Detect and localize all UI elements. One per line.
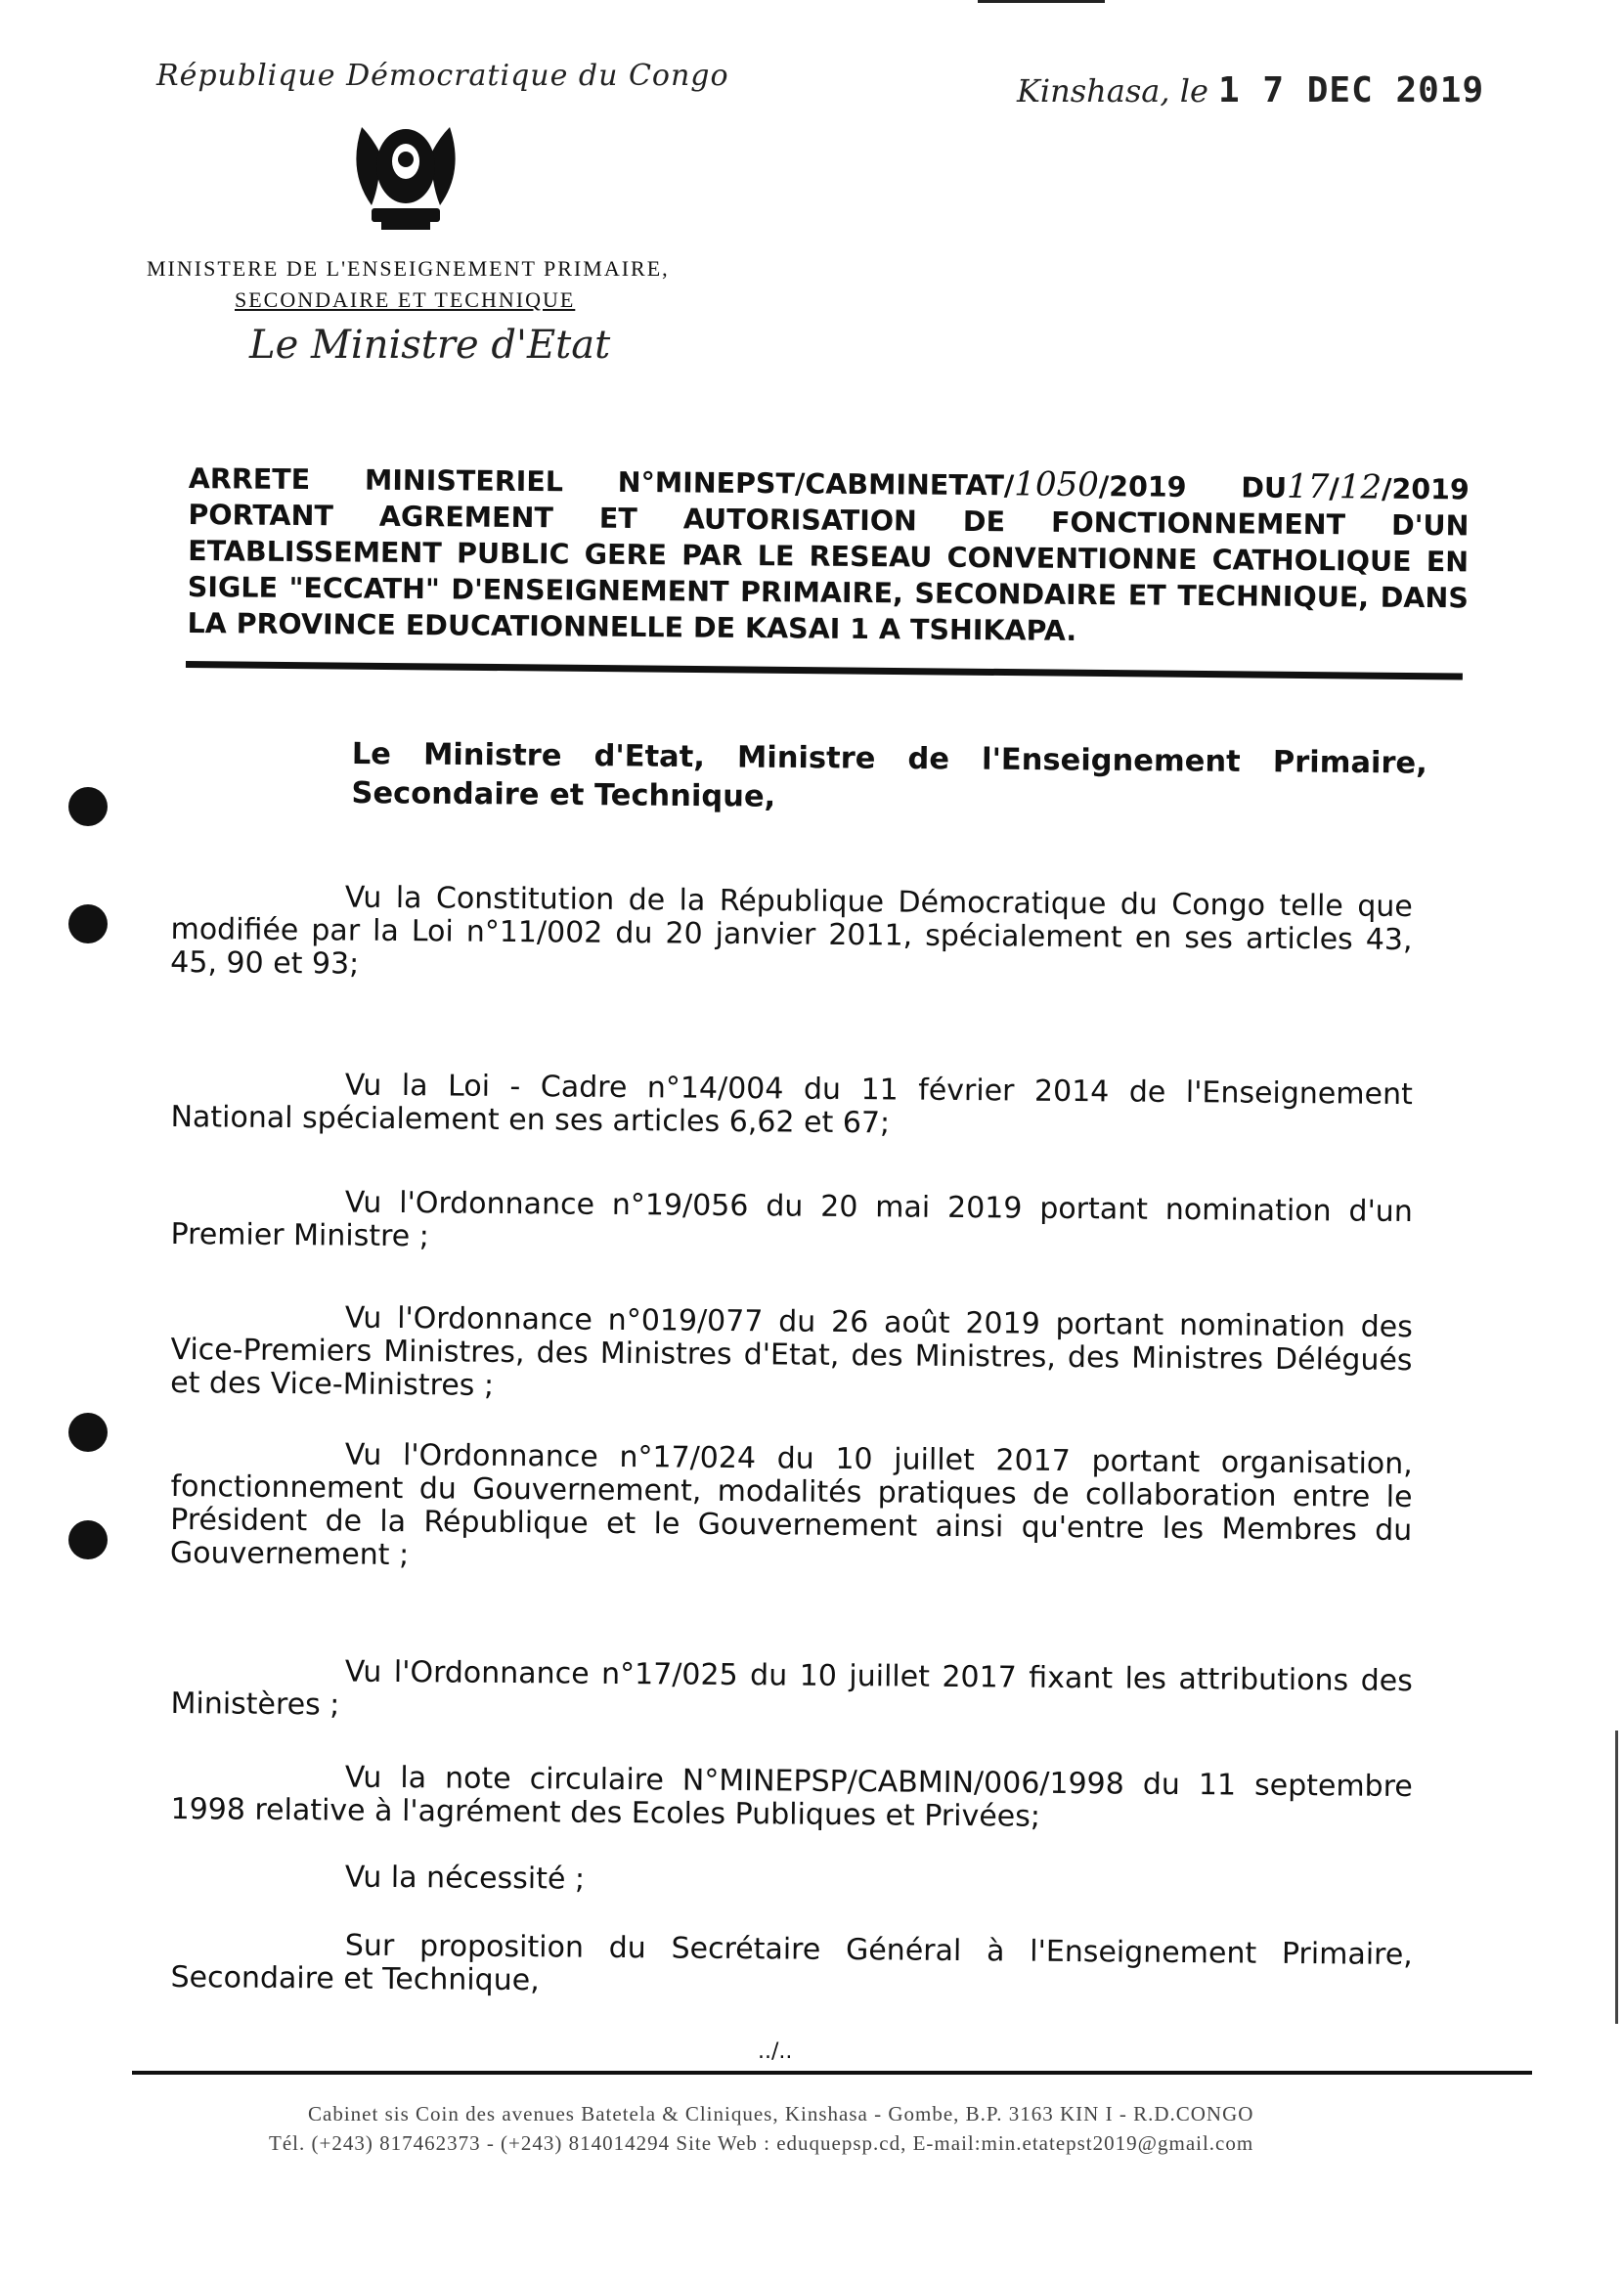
consideration-loi-cadre: Vu la Loi - Cadre n°14/004 du 11 février 2014 de l'Enseignement National spécialement en ses articles 6,62 et 67; (170, 1068, 1413, 1141)
decree-title-rest: PORTANT AGREMENT ET AUTORISATION DE FONCTIONNEMENT D'UN ETABLISSEMENT PUBLIC GERE PAR LE RESEAU CONVENTIONNE CATHOLIQUE EN SIGLE "ECCATH" D'ENSEIGNEMENT PRIMAIRE, SECONDAIRE ET TECHNIQUE, DANS LA PROVINCE EDUCATIONNELLE DE KASAI 1 A TSHIKAPA. (187, 498, 1470, 647)
minister-signature-title: Le Ministre d'Etat (249, 323, 611, 368)
decree-month: 12 (1339, 467, 1383, 507)
consideration-note-circulaire: Vu la note circulaire N°MINEPSP/CABMIN/006/1998 du 11 septembre 1998 relative à l'agrément des Ecoles Publiques et Privées; (170, 1760, 1413, 1834)
minister-statement: Le Ministre d'Etat, Ministre de l'Enseignement Primaire, Secondaire et Technique, (351, 736, 1427, 814)
consideration-necessite: Vu la nécessité ; (344, 1860, 586, 1897)
title-underline (186, 661, 1463, 680)
decree-year-sep: /2019 DU (1098, 470, 1288, 504)
date-stamp: 1 7 DEC 2019 (1218, 70, 1485, 110)
decree-year: 2019 (1391, 472, 1470, 506)
top-edge-line (978, 0, 1105, 3)
decree-number: 1050 (1014, 464, 1099, 505)
punch-hole (68, 1520, 108, 1559)
footer-contact: Tél. (+243) 817462373 - (+243) 814014294 Site Web : eduquepsp.cd, E-mail:min.etatepst2019@gmail.com (269, 2131, 1254, 2155)
decree-prefix: ARRETE MINISTERIEL N°MINEPST/CABMINETAT/ (188, 461, 1015, 503)
consideration-premier-ministre: Vu l'Ordonnance n°19/056 du 20 mai 2019 portant nomination d'un Premier Ministre ; (170, 1185, 1413, 1254)
ministry-line-2: SECONDAIRE ET TECHNIQUE (235, 287, 576, 312)
scan-edge-mark (1615, 1731, 1618, 2024)
decree-day: 17 (1286, 466, 1330, 507)
consideration-proposition: Sur proposition du Secrétaire Général à l'Enseignement Primaire, Secondaire et Technique, (170, 1928, 1413, 1998)
footer-rule (132, 2071, 1532, 2075)
punch-hole (68, 1413, 108, 1452)
place-date (1017, 70, 1484, 110)
consideration-gouvernement: Vu l'Ordonnance n°17/024 du 10 juillet 2017 portant organisation, fonctionnement du Gouvernement, modalités pratiques de collaboration entre le Président de la République et le Gouvernement ainsi qu'entre les Membres du Gouvernement ; (169, 1437, 1413, 1573)
coat-of-arms-icon (342, 112, 469, 240)
punch-hole (68, 904, 108, 943)
consideration-attributions: Vu l'Ordonnance n°17/025 du 10 juillet 2017 fixant les attributions des Ministères ; (170, 1654, 1413, 1723)
footer-address: Cabinet sis Coin des avenues Batetela & Cliniques, Kinshasa - Gombe, B.P. 3163 KIN I - R.D.CONGO (308, 2102, 1254, 2126)
decree-title: ARRETE MINISTERIEL N°MINEPST/CABMINETAT/1050/2019 DU17/12/2019 PORTANT AGREMENT ET AUTORISATION DE FONCTIONNEMENT D'UN ETABLISSEMENT PUBLIC GERE PAR LE RESEAU CONVENTIONNE CATHOLIQUE EN SIGLE "ECCATH" D'ENSEIGNEMENT PRIMAIRE, SECONDAIRE ET TECHNIQUE, DANS LA PROVINCE EDUCATIONNELLE DE KASAI 1 A TSHIKAPA. (187, 461, 1470, 647)
republic-heading: République Démocratique du Congo (156, 59, 729, 93)
ministry-line-1: MINISTERE DE L'ENSEIGNEMENT PRIMAIRE, (147, 256, 670, 281)
consideration-constitution: Vu la Constitution de la République Démocratique du Congo telle que modifiée par la Loi n°11/002 du 20 janvier 2011, spécialement en ses articles 43, 45, 90 et 93; (170, 880, 1413, 982)
punch-hole (68, 787, 108, 826)
place-date-label: Kinshasa, le (1017, 72, 1208, 110)
consideration-vice-ministres: Vu l'Ordonnance n°019/077 du 26 août 2019 portant nomination des Vice-Premiers Ministres, des Ministres d'Etat, des Ministres, des Ministres Délégués et des Vice-Ministres ; (170, 1300, 1413, 1403)
continuation-mark: ../.. (758, 2039, 793, 2064)
